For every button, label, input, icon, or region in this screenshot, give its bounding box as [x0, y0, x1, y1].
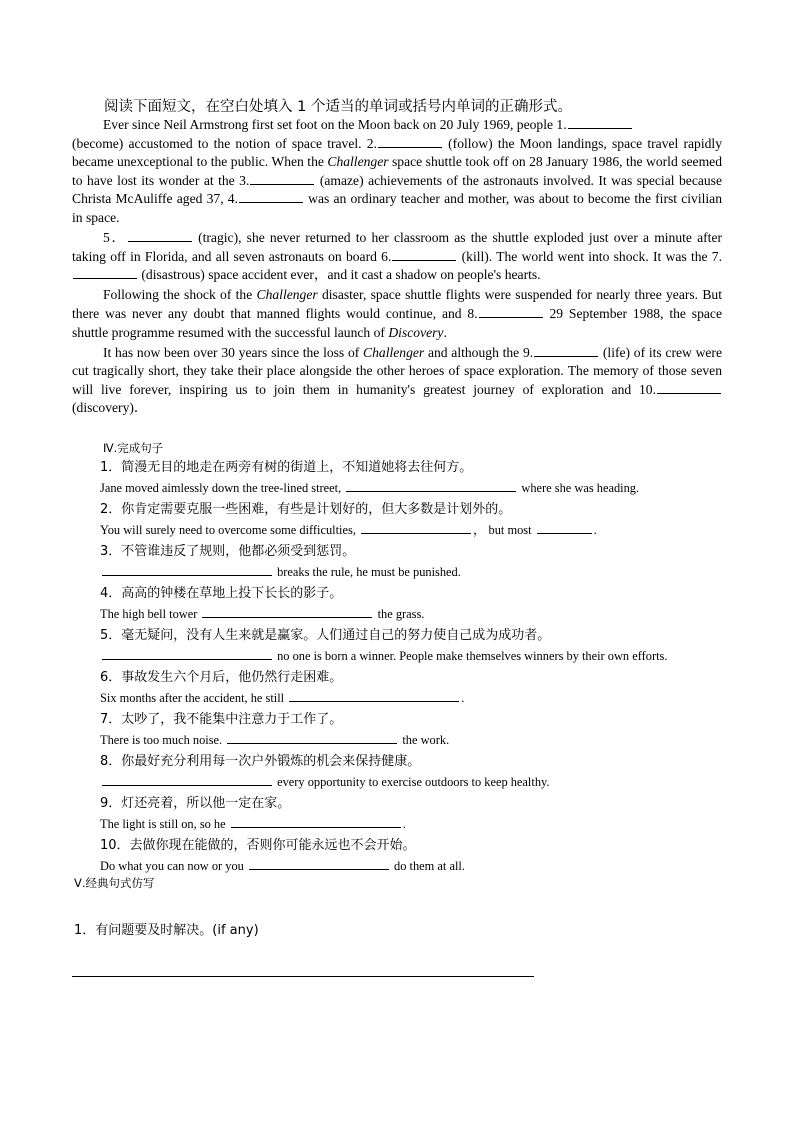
- reading-passage: [72, 116, 722, 420]
- chinese-sentence: 10．去做你现在能做的，否则你可能永远也不会开始。: [100, 838, 416, 853]
- list-item: [100, 542, 740, 584]
- english-sentence: Six months after the accident, he still .: [100, 691, 465, 705]
- chinese-sentence: 8．你最好充分利用每一次户外锻炼的机会来保持健康。: [100, 754, 421, 769]
- blank-7[interactable]: [73, 266, 137, 279]
- blank-6[interactable]: [392, 248, 456, 261]
- chinese-sentence: 6．事故发生六个月后，他仍然行走困难。: [100, 670, 343, 685]
- list-item: [100, 500, 740, 542]
- chinese-sentence: 9．灯还亮着，所以他一定在家。: [100, 796, 291, 811]
- english-sentence: There is too much noise. the work.: [100, 733, 450, 747]
- english-sentence: Jane moved aimlessly down the tree-lined street, where she was heading.: [100, 481, 640, 495]
- list-item: [100, 668, 740, 710]
- chinese-sentence: 2．你肯定需要克服一些困难，有些是计划好的，但大多数是计划外的。: [100, 502, 512, 517]
- answer-blank[interactable]: [361, 521, 471, 534]
- english-sentence: Do what you can now or you do them at all.: [100, 859, 465, 873]
- chinese-sentence: 3．不管谁违反了规则，他都必须受到惩罚。: [100, 544, 356, 559]
- paragraph-3: Following the shock of the Challenger disaster, space shuttle flights were suspended for nearly three years. But there was never any doubt that manned flights would continue, and 8. 29 September 1988, the space shuttle programme resumed with the successful launch of Discovery.: [72, 287, 722, 340]
- answer-blank[interactable]: [537, 521, 592, 534]
- paragraph-2: 5． (tragic), she never returned to her classroom as the shuttle exploded just over a minute after taking off in Florida, and all seven astronauts on board 6. (kill). The world went into shock. It was the 7. (disastrous) space accident ever，and it cast a shadow on people's hearts.: [72, 230, 723, 283]
- chinese-sentence: 7．太吵了，我不能集中注意力于工作了。: [100, 712, 343, 727]
- list-item: [100, 584, 740, 626]
- chinese-sentence: 5．毫无疑问，没有人生来就是赢家。人们通过自己的努力使自己成为成功者。: [100, 628, 551, 643]
- answer-blank[interactable]: [346, 479, 516, 492]
- list-item: [100, 836, 740, 878]
- list-item: [100, 458, 740, 500]
- english-sentence: The high bell tower the grass.: [100, 607, 425, 621]
- list-item: [100, 794, 740, 836]
- imitation-item-1: 1．有问题要及时解决。(if any): [74, 923, 259, 938]
- sentence-completion-list: [100, 458, 740, 878]
- chinese-sentence: 4．高高的钟楼在草地上投下长长的影子。: [100, 586, 343, 601]
- section-4-title: Ⅳ.完成句子: [103, 441, 164, 455]
- blank-9[interactable]: [534, 344, 598, 357]
- paragraph-1: Ever since Neil Armstrong first set foot on the Moon back on 20 July 1969, people 1. (become) accustomed to the notion of space travel. 2. (follow) the Moon landings, space travel rapidly became unexceptional to the public. When the Challenger space shuttle took off on 28 January 1986, the world seemed to have lost its wonder at the 3. (amaze) achievements of the astronauts involved. It was special because Christa McAuliffe aged 37, 4. was an ordinary teacher and mother, was about to become the first civilian in space.: [72, 117, 723, 225]
- passage-instruction: 阅读下面短文，在空白处填入 1 个适当的单词或括号内单词的正确形式。: [104, 99, 572, 115]
- blank-5[interactable]: [128, 229, 192, 242]
- list-item: [100, 710, 740, 752]
- english-sentence: no one is born a winner. People make themselves winners by their own efforts.: [100, 646, 740, 666]
- blank-4[interactable]: [239, 190, 303, 203]
- blank-2[interactable]: [378, 135, 442, 148]
- blank-10[interactable]: [657, 381, 721, 394]
- english-sentence: breaks the rule, he must be punished.: [100, 562, 740, 582]
- answer-blank[interactable]: [202, 605, 372, 618]
- answer-blank[interactable]: [102, 563, 272, 576]
- answer-blank[interactable]: [231, 815, 401, 828]
- blank-8[interactable]: [479, 305, 543, 318]
- blank-3[interactable]: [250, 172, 314, 185]
- english-sentence: every opportunity to exercise outdoors to keep healthy.: [100, 772, 740, 792]
- answer-blank[interactable]: [249, 857, 389, 870]
- english-sentence: You will surely need to overcome some difficulties, ， but most .: [100, 523, 597, 537]
- english-sentence: The light is still on, so he .: [100, 817, 406, 831]
- answer-blank[interactable]: [289, 689, 459, 702]
- answer-line[interactable]: [72, 976, 534, 977]
- blank-1[interactable]: [568, 116, 632, 129]
- list-item: [100, 626, 740, 668]
- list-item: [100, 752, 740, 794]
- paragraph-4: It has now been over 30 years since the loss of Challenger and although the 9. (life) of its crew were cut tragically short, they take their place alongside the other heroes of space exploration. The memory of those seven will live forever, inspiring us to join them in humanity's greatest journey of exploration and 10. (discovery)．: [72, 344, 722, 416]
- chinese-sentence: 1．简漫无目的地走在两旁有树的街道上，不知道她将去往何方。: [100, 460, 473, 475]
- answer-blank[interactable]: [227, 731, 397, 744]
- answer-blank[interactable]: [102, 773, 272, 786]
- section-5-title: Ⅴ.经典句式仿写: [74, 876, 155, 890]
- answer-blank[interactable]: [102, 647, 272, 660]
